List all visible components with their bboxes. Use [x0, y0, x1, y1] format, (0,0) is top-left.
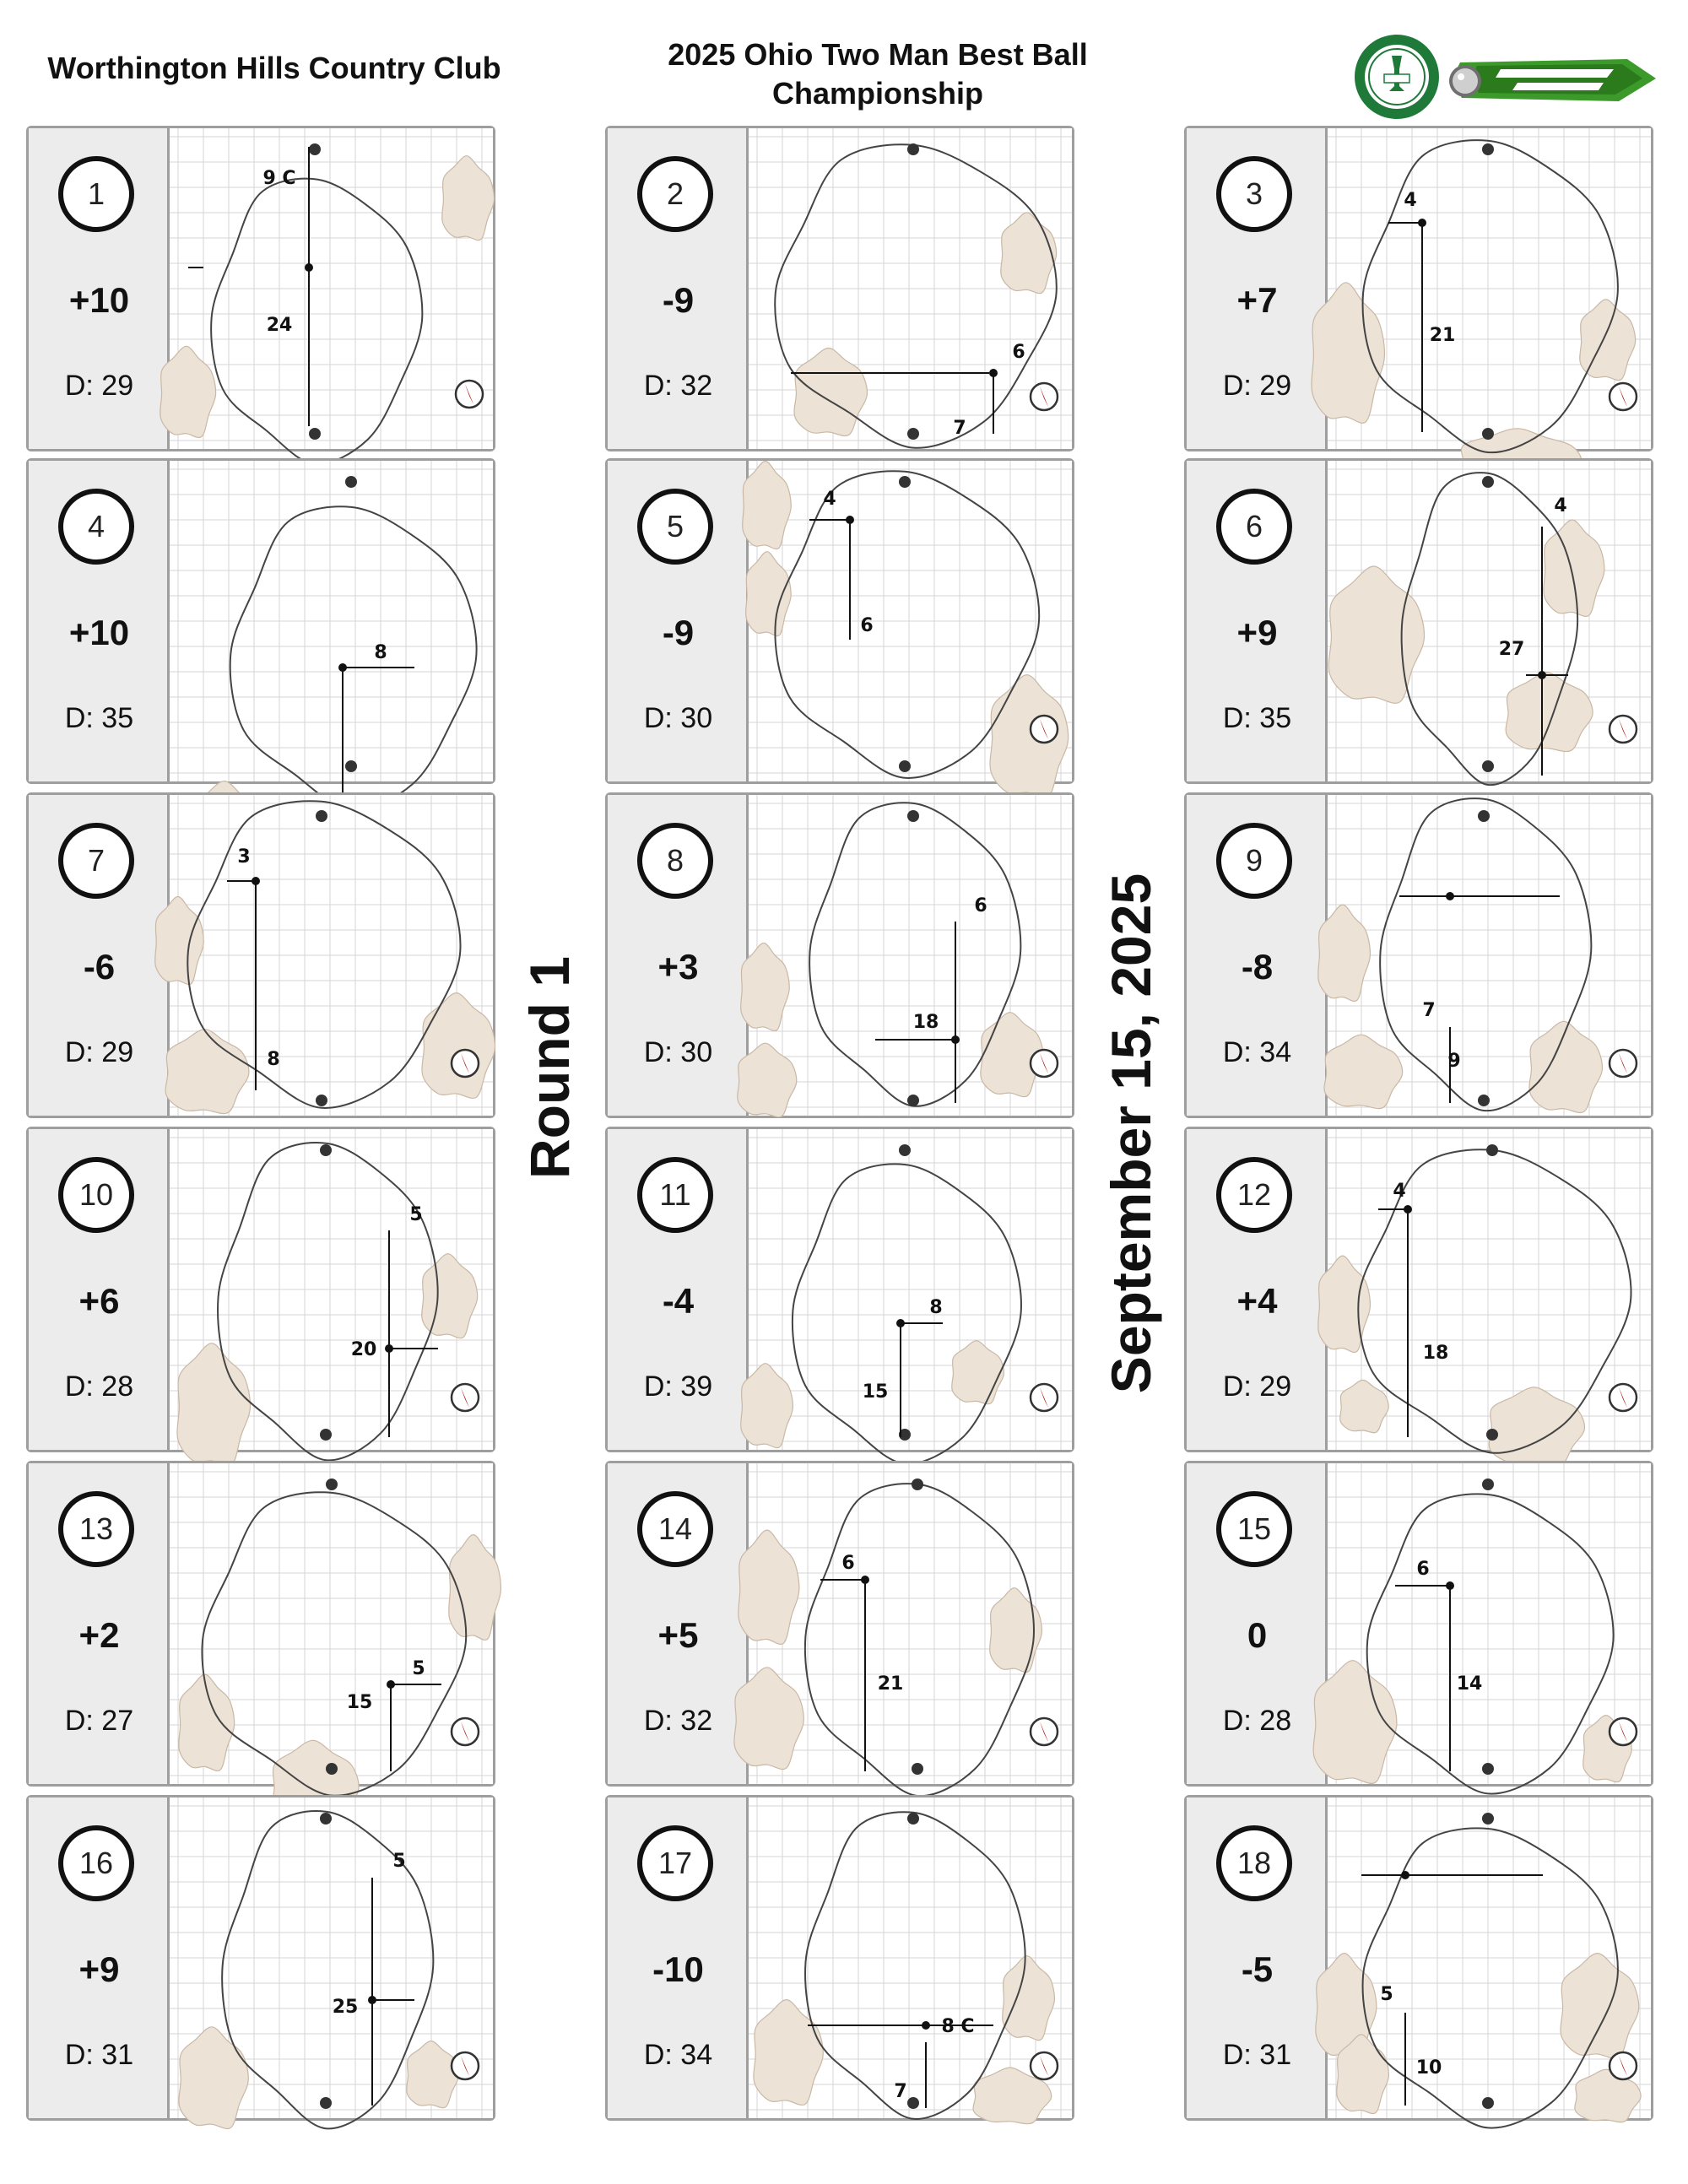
compass-icon — [1031, 383, 1058, 410]
green-back-marker — [1482, 428, 1494, 440]
green-front-marker — [1482, 1813, 1494, 1825]
pin-horizontal-distance: 6 — [841, 1553, 855, 1574]
pin-location — [338, 663, 347, 672]
pin-location — [1446, 892, 1454, 900]
compass-icon — [1610, 2052, 1637, 2079]
pin-vertical-distance: 8 — [267, 1049, 280, 1070]
hole-number: 5 — [637, 489, 713, 565]
green-back-marker — [320, 1429, 332, 1441]
club-name: Worthington Hills Country Club — [47, 51, 501, 85]
hole-card — [605, 792, 1074, 1118]
hole-score: -8 — [1241, 947, 1274, 987]
hole-card — [1184, 792, 1653, 1118]
hole-score: +9 — [78, 1949, 120, 1989]
green-depth: D: 30 — [643, 1036, 713, 1068]
green-front-marker — [326, 1479, 338, 1490]
pin-horizontal-distance: 5 — [409, 1204, 423, 1225]
hole-card — [26, 1795, 495, 2121]
hole-info-panel — [1187, 795, 1328, 1116]
green-diagram — [170, 1797, 493, 2118]
compass-icon — [1610, 1050, 1637, 1077]
hole-number: 1 — [58, 156, 134, 232]
hole-number: 13 — [58, 1491, 134, 1567]
pin-location — [385, 1344, 393, 1353]
pin-horizontal-distance: 6 — [974, 895, 987, 916]
pin-vertical-distance: 21 — [877, 1673, 904, 1695]
green-depth: D: 39 — [643, 1370, 713, 1403]
hole-score: +7 — [1236, 280, 1278, 320]
pin-horizontal-distance: 6 — [1416, 1559, 1430, 1580]
hole-info-panel — [29, 795, 170, 1116]
hole-score: -9 — [662, 613, 695, 652]
hole-number: 6 — [1216, 489, 1292, 565]
compass-icon — [1610, 716, 1637, 743]
hole-info-panel — [1187, 128, 1328, 449]
hole-score: +4 — [1236, 1281, 1278, 1321]
hole-info-panel — [1187, 1129, 1328, 1450]
compass-icon — [1031, 716, 1058, 743]
green-front-marker — [320, 1144, 332, 1156]
pin-horizontal-distance: 4 — [823, 489, 836, 510]
green-front-marker — [907, 810, 919, 822]
hole-info-panel — [29, 1129, 170, 1450]
green-depth: D: 34 — [643, 2039, 713, 2071]
hole-card — [605, 1461, 1074, 1787]
hole-score: +5 — [657, 1615, 699, 1655]
green-depth: D: 29 — [64, 1036, 134, 1068]
green-depth: D: 27 — [64, 1705, 134, 1737]
hole-score: +6 — [78, 1281, 120, 1321]
green-back-marker — [1482, 2097, 1494, 2109]
pin-horizontal-distance: 8 — [929, 1297, 943, 1318]
pin-horizontal-distance: 3 — [237, 846, 251, 868]
green-front-marker — [320, 1813, 332, 1825]
event-title — [608, 35, 1148, 113]
compass-icon — [1610, 1718, 1637, 1745]
pin-horizontal-distance: 9 C — [262, 168, 296, 189]
pin-vertical-distance: 7 — [894, 2081, 907, 2102]
pin-location — [252, 877, 260, 885]
green-diagram — [749, 461, 1072, 781]
compass-icon — [1031, 1718, 1058, 1745]
pin-location — [861, 1576, 869, 1584]
green-back-marker — [907, 2097, 919, 2109]
hole-score: +2 — [78, 1615, 120, 1655]
pin-vertical-distance: 27 — [1498, 639, 1525, 660]
compass-icon — [1031, 1384, 1058, 1411]
hole-score: 0 — [1247, 1615, 1268, 1655]
hole-info-panel — [608, 1129, 749, 1450]
hole-info-panel — [29, 1797, 170, 2118]
hole-score: +9 — [1236, 613, 1278, 652]
green-front-marker — [907, 143, 919, 155]
pin-vertical-distance: 15 — [862, 1381, 889, 1403]
hole-info-panel — [608, 461, 749, 781]
hole-card — [605, 458, 1074, 784]
green-depth: D: 35 — [1222, 702, 1292, 734]
green-front-marker — [1486, 1144, 1498, 1156]
stracka-line-logo — [1449, 59, 1656, 101]
green-diagram — [749, 1129, 1072, 1450]
green-back-marker — [326, 1763, 338, 1775]
hole-card — [1184, 458, 1653, 784]
hole-number: 9 — [1216, 823, 1292, 899]
pin-vertical-distance: 18 — [1422, 1343, 1449, 1364]
green-depth: D: 32 — [643, 370, 713, 402]
green-diagram — [749, 1463, 1072, 1784]
green-back-marker — [316, 1095, 327, 1106]
pin-vertical-distance: 9 — [1447, 1051, 1461, 1072]
hole-info-panel — [29, 461, 170, 781]
pin-location — [896, 1319, 905, 1327]
green-depth: D: 32 — [643, 1705, 713, 1737]
pin-location — [1404, 1205, 1412, 1214]
pin-horizontal-distance: 5 — [392, 1851, 406, 1872]
green-diagram — [749, 128, 1072, 449]
green-front-marker — [912, 1479, 923, 1490]
hole-number: 17 — [637, 1825, 713, 1901]
hole-number: 12 — [1216, 1157, 1292, 1233]
hole-card — [605, 126, 1074, 451]
hole-score: +10 — [68, 280, 130, 320]
compass-icon — [452, 1050, 479, 1077]
pin-horizontal-distance: 5 — [1380, 1984, 1393, 2005]
event-title-line2: Championship — [772, 76, 983, 111]
green-diagram — [1328, 461, 1651, 781]
hole-score: -10 — [652, 1949, 704, 1989]
hole-card — [26, 792, 495, 1118]
pin-location — [922, 2021, 930, 2030]
hole-info-panel — [29, 1463, 170, 1784]
hole-info-panel — [1187, 461, 1328, 781]
pin-vertical-distance: 14 — [1456, 1673, 1483, 1695]
pin-horizontal-distance: 7 — [1422, 1000, 1436, 1021]
green-back-marker — [320, 2097, 332, 2109]
hole-number: 15 — [1216, 1491, 1292, 1567]
pin-vertical-distance: 20 — [350, 1339, 377, 1360]
green-back-marker — [899, 760, 911, 772]
hole-card — [26, 458, 495, 784]
pin-horizontal-distance: 4 — [1554, 495, 1567, 516]
pin-location — [951, 1035, 960, 1044]
hole-score: -9 — [662, 280, 695, 320]
green-front-marker — [907, 1813, 919, 1825]
hole-number: 3 — [1216, 156, 1292, 232]
green-front-marker — [899, 476, 911, 488]
hole-number: 11 — [637, 1157, 713, 1233]
pin-vertical-distance: 6 — [860, 615, 874, 636]
green-diagram — [1328, 128, 1651, 449]
pin-vertical-distance: 18 — [912, 1012, 939, 1033]
green-front-marker — [1482, 143, 1494, 155]
hole-card — [1184, 1461, 1653, 1787]
pin-location — [368, 1996, 376, 2004]
hole-score: -4 — [662, 1281, 695, 1321]
hole-card — [1184, 1795, 1653, 2121]
hole-number: 18 — [1216, 1825, 1292, 1901]
green-front-marker — [1482, 476, 1494, 488]
green-back-marker — [309, 428, 321, 440]
green-back-marker — [345, 760, 357, 772]
green-depth: D: 28 — [1222, 1705, 1292, 1737]
green-depth: D: 31 — [1222, 2039, 1292, 2071]
green-back-marker — [1478, 1095, 1490, 1106]
hole-info-panel — [29, 128, 170, 449]
pin-location — [1401, 1871, 1409, 1879]
hole-score: +3 — [657, 947, 699, 987]
round-label: Round 1 — [518, 956, 581, 1179]
hole-info-panel — [1187, 1463, 1328, 1784]
green-front-marker — [899, 1144, 911, 1156]
pin-vertical-distance: 7 — [953, 418, 966, 439]
pin-horizontal-distance: 8 — [374, 642, 387, 663]
pin-location — [846, 516, 854, 524]
hole-info-panel — [608, 1463, 749, 1784]
hole-number: 14 — [637, 1491, 713, 1567]
hole-info-panel — [1187, 1797, 1328, 2118]
pin-horizontal-distance: 4 — [1404, 190, 1417, 211]
hole-card — [26, 126, 495, 451]
hole-card — [605, 1127, 1074, 1452]
hole-info-panel — [608, 795, 749, 1116]
green-diagram — [170, 1463, 493, 1784]
green-diagram — [170, 795, 493, 1116]
hole-number: 8 — [637, 823, 713, 899]
hole-card — [26, 1461, 495, 1787]
green-front-marker — [1482, 1479, 1494, 1490]
green-depth: D: 29 — [64, 370, 134, 402]
pin-location — [1538, 671, 1546, 679]
pin-location — [1446, 1581, 1454, 1590]
hole-card — [1184, 1127, 1653, 1452]
hole-number: 2 — [637, 156, 713, 232]
green-front-marker — [345, 476, 357, 488]
hole-number: 7 — [58, 823, 134, 899]
hole-info-panel — [608, 1797, 749, 2118]
hole-score: -5 — [1241, 1949, 1274, 1989]
green-front-marker — [309, 143, 321, 155]
compass-icon — [1031, 2052, 1058, 2079]
pin-vertical-distance: 25 — [332, 1997, 359, 2018]
hole-number: 16 — [58, 1825, 134, 1901]
header-logos — [1350, 30, 1663, 123]
green-front-marker — [1478, 810, 1490, 822]
logo-svg — [1350, 30, 1663, 123]
hole-number: 4 — [58, 489, 134, 565]
hole-card — [1184, 126, 1653, 451]
compass-icon — [456, 381, 483, 408]
green-depth: D: 35 — [64, 702, 134, 734]
compass-icon — [1610, 383, 1637, 410]
compass-icon — [452, 1384, 479, 1411]
hole-score: +10 — [68, 613, 130, 652]
pin-vertical-distance: 24 — [266, 315, 293, 336]
green-diagram — [170, 461, 493, 781]
hole-info-panel — [608, 128, 749, 449]
compass-icon — [1031, 1050, 1058, 1077]
date-label: September 15, 2025 — [1100, 873, 1162, 1394]
pin-horizontal-distance: 8 C — [941, 2016, 975, 2037]
compass-icon — [1610, 1384, 1637, 1411]
oga-seal-logo — [1355, 35, 1439, 119]
pin-location — [1418, 219, 1426, 227]
green-depth: D: 28 — [64, 1370, 134, 1403]
hole-score: -6 — [83, 947, 116, 987]
green-back-marker — [912, 1763, 923, 1775]
green-depth: D: 29 — [1222, 370, 1292, 402]
hole-number: 10 — [58, 1157, 134, 1233]
green-depth: D: 34 — [1222, 1036, 1292, 1068]
green-diagram — [1328, 1129, 1651, 1450]
pin-horizontal-distance: 6 — [1012, 342, 1025, 363]
pin-vertical-distance: 10 — [1415, 2057, 1442, 2079]
green-depth: D: 31 — [64, 2039, 134, 2071]
green-depth: D: 30 — [643, 702, 713, 734]
green-diagram — [1328, 795, 1651, 1116]
hole-card — [605, 1795, 1074, 2121]
pin-horizontal-distance: 4 — [1393, 1181, 1406, 1202]
green-back-marker — [1486, 1429, 1498, 1441]
green-front-marker — [316, 810, 327, 822]
green-diagram — [749, 1797, 1072, 2118]
green-back-marker — [907, 1095, 919, 1106]
compass-icon — [452, 2052, 479, 2079]
green-back-marker — [1482, 1763, 1494, 1775]
green-back-marker — [907, 428, 919, 440]
pin-location — [305, 263, 313, 272]
hole-card — [26, 1127, 495, 1452]
pin-horizontal-distance: 5 — [412, 1658, 425, 1679]
pin-vertical-distance: 21 — [1429, 325, 1456, 346]
event-title-line1: 2025 Ohio Two Man Best Ball — [668, 37, 1088, 72]
compass-icon — [452, 1718, 479, 1745]
green-diagram — [1328, 1463, 1651, 1784]
green-back-marker — [1482, 760, 1494, 772]
green-diagram — [170, 1129, 493, 1450]
green-diagram — [1328, 1797, 1651, 2118]
pin-location — [387, 1680, 395, 1689]
green-depth: D: 29 — [1222, 1370, 1292, 1403]
green-diagram — [170, 128, 493, 449]
pin-vertical-distance: 15 — [346, 1692, 373, 1713]
pin-location — [989, 369, 998, 377]
green-diagram — [749, 795, 1072, 1116]
